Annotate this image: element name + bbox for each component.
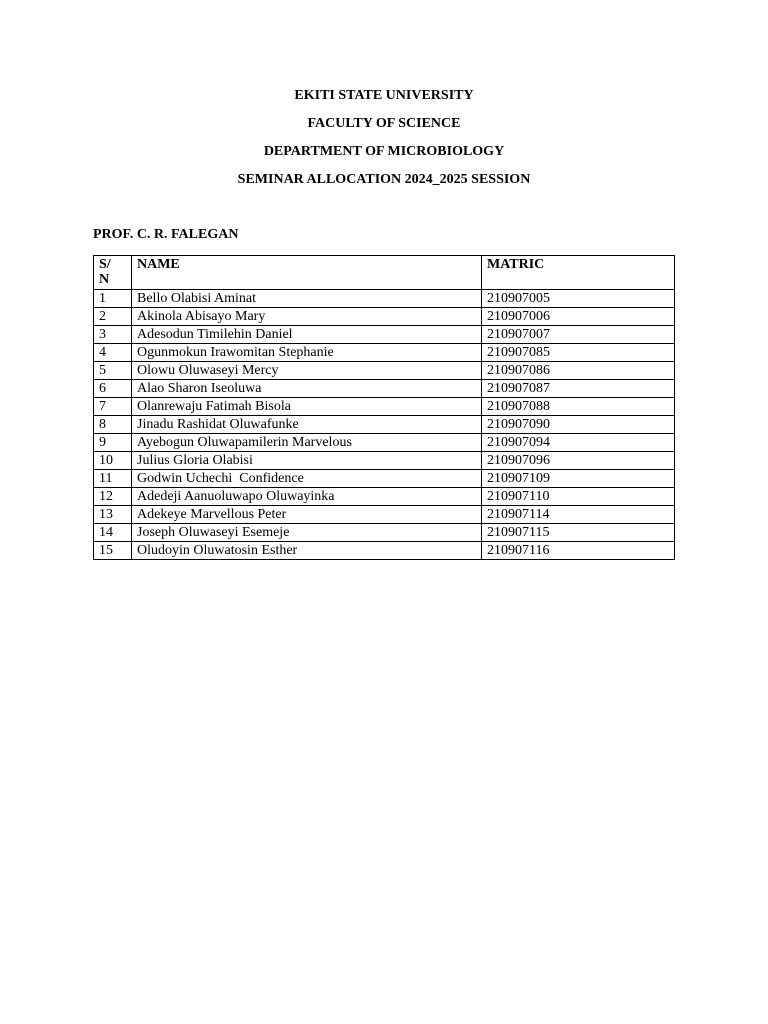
- table-row: [94, 362, 675, 380]
- cell-name: Oludoyin Oluwatosin Esther: [132, 542, 482, 560]
- cell-name: Akinola Abisayo Mary: [132, 308, 482, 326]
- cell-name: Olanrewaju Fatimah Bisola: [132, 398, 482, 416]
- cell-sn: 3: [94, 326, 132, 344]
- table-row: [94, 290, 675, 308]
- cell-sn: 10: [94, 452, 132, 470]
- column-header-sn-line2: N: [99, 272, 110, 287]
- table-row: [94, 326, 675, 344]
- cell-name: Adekeye Marvellous Peter: [132, 506, 482, 524]
- university-heading: EKITI STATE UNIVERSITY: [294, 88, 474, 103]
- cell-name: Julius Gloria Olabisi: [132, 452, 482, 470]
- cell-name: Joseph Oluwaseyi Esemeje: [132, 524, 482, 542]
- cell-name: Bello Olabisi Aminat: [132, 290, 482, 308]
- cell-name: Alao Sharon Iseoluwa: [132, 380, 482, 398]
- cell-sn: 6: [94, 380, 132, 398]
- cell-name: Godwin Uchechi Confidence: [132, 470, 482, 488]
- cell-sn: 14: [94, 524, 132, 542]
- cell-name: Jinadu Rashidat Oluwafunke: [132, 416, 482, 434]
- department-heading: DEPARTMENT OF MICROBIOLOGY: [263, 144, 505, 159]
- cell-sn: 1: [94, 290, 132, 308]
- cell-sn: 12: [94, 488, 132, 506]
- table-row: [94, 380, 675, 398]
- cell-matric: 210907088: [482, 398, 675, 416]
- cell-matric: 210907096: [482, 452, 675, 470]
- table-row: [94, 416, 675, 434]
- cell-sn: 8: [94, 416, 132, 434]
- cell-sn: 4: [94, 344, 132, 362]
- supervisor-name: PROF. C. R. FALEGAN: [93, 227, 239, 242]
- cell-matric: 210907116: [482, 542, 675, 560]
- table-row: [94, 542, 675, 560]
- cell-matric: 210907114: [482, 506, 675, 524]
- cell-name: Ogunmokun Irawomitan Stephanie: [132, 344, 482, 362]
- table-row: [94, 434, 675, 452]
- cell-matric: 210907087: [482, 380, 675, 398]
- table-row: [94, 524, 675, 542]
- cell-matric: 210907086: [482, 362, 675, 380]
- cell-matric: 210907090: [482, 416, 675, 434]
- document-title: SEMINAR ALLOCATION 2024_2025 SESSION: [237, 172, 531, 187]
- table-row: [94, 506, 675, 524]
- cell-matric: 210907115: [482, 524, 675, 542]
- cell-name: Adesodun Timilehin Daniel: [132, 326, 482, 344]
- cell-sn: 13: [94, 506, 132, 524]
- cell-matric: 210907109: [482, 470, 675, 488]
- column-header-matric: MATRIC: [482, 256, 675, 290]
- column-header-sn-line1: S/: [99, 257, 111, 272]
- faculty-heading: FACULTY OF SCIENCE: [307, 116, 461, 131]
- cell-sn: 5: [94, 362, 132, 380]
- cell-name: Olowu Oluwaseyi Mercy: [132, 362, 482, 380]
- table-body: [94, 290, 675, 560]
- cell-sn: 2: [94, 308, 132, 326]
- cell-matric: 210907006: [482, 308, 675, 326]
- cell-sn: 15: [94, 542, 132, 560]
- cell-sn: 7: [94, 398, 132, 416]
- table-row: [94, 488, 675, 506]
- table-row: [94, 398, 675, 416]
- cell-matric: 210907110: [482, 488, 675, 506]
- cell-sn: 11: [94, 470, 132, 488]
- table-row: [94, 308, 675, 326]
- column-header-name: NAME: [132, 256, 482, 290]
- column-header-sn: [94, 256, 132, 290]
- cell-matric: 210907085: [482, 344, 675, 362]
- cell-matric: 210907094: [482, 434, 675, 452]
- cell-matric: 210907005: [482, 290, 675, 308]
- cell-name: Adedeji Aanuoluwapo Oluwayinka: [132, 488, 482, 506]
- cell-matric: 210907007: [482, 326, 675, 344]
- allocation-table: [93, 255, 675, 560]
- table-row: [94, 344, 675, 362]
- table-header-row: [94, 256, 675, 290]
- table-row: [94, 452, 675, 470]
- table-row: [94, 470, 675, 488]
- cell-sn: 9: [94, 434, 132, 452]
- cell-name: Ayebogun Oluwapamilerin Marvelous: [132, 434, 482, 452]
